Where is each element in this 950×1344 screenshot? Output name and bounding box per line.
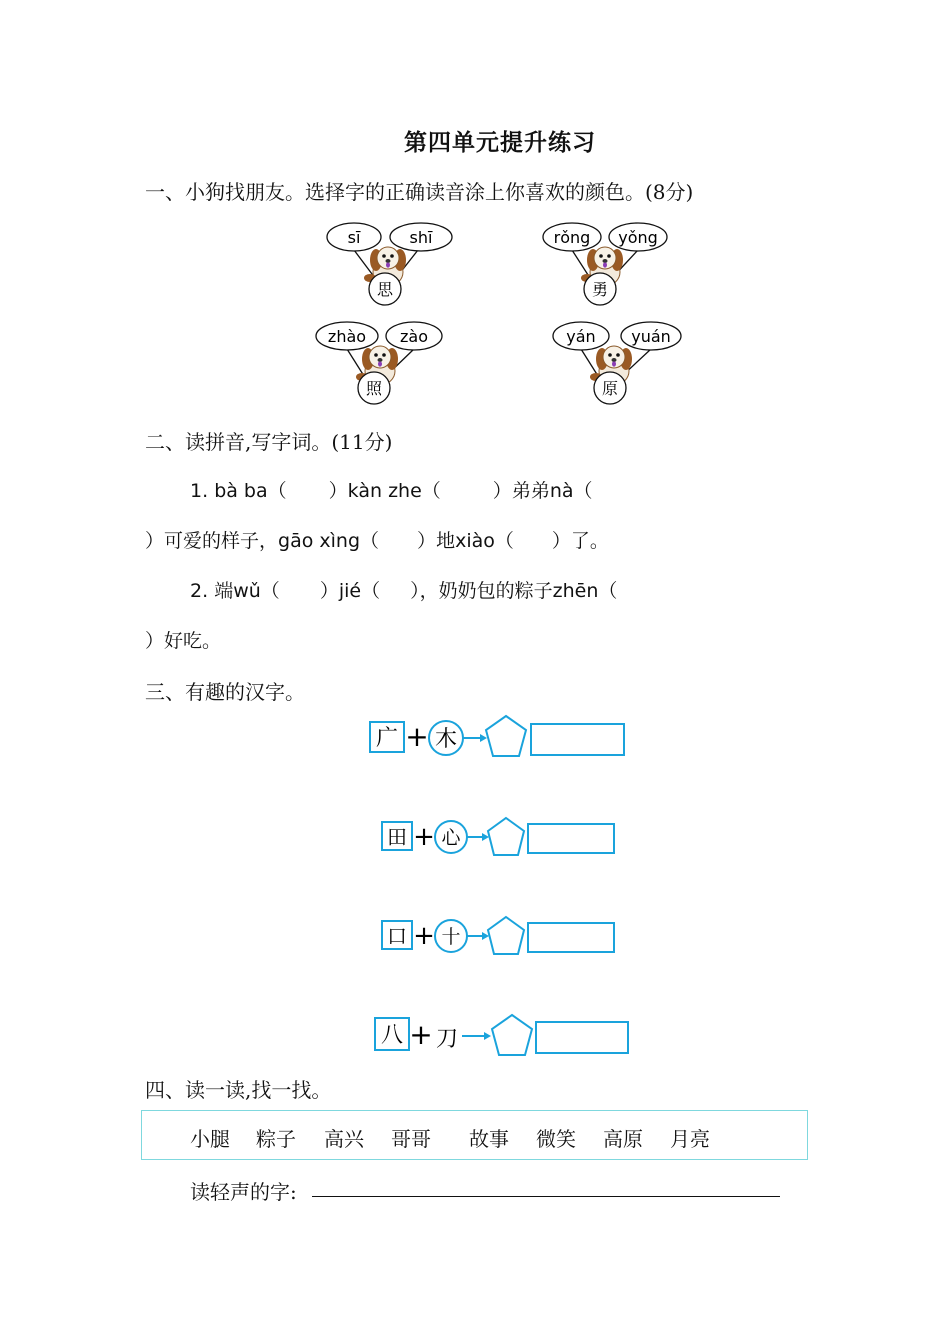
pinyin-text: shī bbox=[409, 228, 433, 247]
pinyin-prompt: gāo xìng bbox=[278, 530, 361, 552]
pinyin-prompt: bà ba bbox=[214, 480, 268, 502]
plus-sign: + bbox=[413, 822, 435, 852]
word-answer-box[interactable] bbox=[528, 923, 614, 952]
char-puzzle-row bbox=[382, 818, 614, 855]
open-paren: （ bbox=[267, 480, 287, 502]
pentagon-answer[interactable] bbox=[488, 818, 524, 855]
close-paren: ） bbox=[145, 630, 165, 652]
component-a: 田 bbox=[387, 825, 407, 849]
plus-sign: + bbox=[405, 720, 429, 753]
dog-group-3 bbox=[316, 322, 442, 404]
pinyin-text: rǒng bbox=[553, 228, 591, 247]
word-item: 月亮 bbox=[670, 1127, 710, 1151]
pinyin-text: yuán bbox=[631, 327, 671, 346]
char-text: 勇 bbox=[591, 280, 609, 299]
char-text: 思 bbox=[376, 280, 394, 299]
plus-sign: + bbox=[409, 1018, 433, 1051]
dog-group-1 bbox=[327, 223, 452, 305]
neutral-tone-answer-line[interactable] bbox=[312, 1196, 780, 1197]
static-text: 可爱的样子， bbox=[164, 530, 279, 552]
exercise-line-2 bbox=[145, 526, 609, 553]
component-b: 心 bbox=[441, 827, 461, 849]
plus-sign: + bbox=[413, 921, 435, 951]
exercise-line-3 bbox=[190, 576, 617, 603]
static-text: 弟弟 bbox=[511, 480, 550, 502]
neutral-tone-prompt: 读轻声的字: bbox=[190, 1180, 297, 1204]
word-answer-box[interactable] bbox=[528, 824, 614, 853]
item-number: 1. bbox=[190, 480, 209, 502]
component-b: 刀 bbox=[435, 1027, 459, 1052]
pinyin-text: sī bbox=[347, 228, 361, 247]
component-a: 广 bbox=[375, 726, 399, 751]
close-paren: ） bbox=[319, 580, 339, 602]
word-item: 高原 bbox=[603, 1127, 643, 1151]
arrow-head-icon bbox=[484, 1032, 491, 1040]
char-text: 照 bbox=[365, 379, 383, 398]
open-paren: （ bbox=[421, 480, 441, 502]
page-title: 第四单元提升练习 bbox=[404, 129, 596, 156]
pinyin-prompt: zhēn bbox=[552, 580, 599, 602]
word-item: 小腿 bbox=[190, 1127, 230, 1151]
pinyin-prompt: nà bbox=[549, 480, 574, 502]
exercise-line-1 bbox=[190, 476, 593, 503]
static-text: 了。 bbox=[570, 530, 609, 552]
pinyin-prompt: jié bbox=[338, 580, 362, 602]
static-text: 端 bbox=[214, 580, 234, 602]
pinyin-text: zhào bbox=[327, 327, 367, 346]
pentagon-answer[interactable] bbox=[486, 716, 526, 756]
close-paren: ） bbox=[417, 530, 437, 552]
char-puzzle-row bbox=[375, 1015, 628, 1055]
component-a: 八 bbox=[380, 1023, 404, 1048]
section-3-heading: 三、有趣的汉字。 bbox=[145, 680, 305, 704]
close-paren: ） bbox=[410, 580, 420, 602]
open-paren: （ bbox=[598, 580, 618, 602]
word-list bbox=[190, 1123, 720, 1152]
char-text: 原 bbox=[601, 379, 619, 398]
open-paren: （ bbox=[361, 580, 381, 602]
section-1-heading: 一、小狗找朋友。选择字的正确读音涂上你喜欢的颜色。(8分) bbox=[145, 180, 694, 204]
arrow-head-icon bbox=[480, 734, 487, 742]
open-paren: （ bbox=[360, 530, 380, 552]
static-text: 地 bbox=[436, 530, 456, 552]
section-2-heading: 二、读拼音,写字词。(11分) bbox=[145, 430, 393, 454]
dog-group-4 bbox=[553, 322, 681, 404]
pinyin-text: zào bbox=[400, 327, 428, 346]
word-item: 哥哥 bbox=[391, 1127, 431, 1151]
char-puzzle-row bbox=[370, 716, 624, 756]
close-paren: ） bbox=[328, 480, 348, 502]
word-answer-box[interactable] bbox=[536, 1022, 628, 1053]
open-paren: （ bbox=[494, 530, 514, 552]
item-number: 2. bbox=[190, 580, 209, 602]
exercise-line-4 bbox=[145, 626, 221, 653]
component-a: 口 bbox=[387, 924, 407, 948]
open-paren: （ bbox=[260, 580, 280, 602]
static-text: 好吃。 bbox=[164, 630, 222, 652]
dog-groups bbox=[0, 0, 950, 420]
pinyin-prompt: xiào bbox=[455, 530, 495, 552]
open-paren: （ bbox=[573, 480, 593, 502]
pinyin-prompt: kàn zhe bbox=[347, 480, 422, 502]
pinyin-text: yǒng bbox=[618, 228, 658, 247]
pentagon-answer[interactable] bbox=[492, 1015, 532, 1055]
component-b: 十 bbox=[441, 926, 461, 948]
word-answer-box[interactable] bbox=[531, 724, 624, 755]
char-puzzle-row bbox=[382, 917, 614, 954]
static-text: ，奶奶包的粽子 bbox=[419, 580, 553, 602]
close-paren: ） bbox=[145, 530, 165, 552]
close-paren: ） bbox=[551, 530, 571, 552]
word-item: 高兴 bbox=[324, 1127, 364, 1151]
close-paren: ） bbox=[492, 480, 512, 502]
component-b: 木 bbox=[434, 727, 458, 752]
char-puzzles bbox=[0, 700, 950, 1070]
section-4-heading: 四、读一读,找一找。 bbox=[145, 1078, 332, 1102]
pinyin-text: yán bbox=[566, 327, 596, 346]
pinyin-prompt: wǔ bbox=[233, 580, 261, 602]
dog-group-2 bbox=[543, 223, 667, 305]
pentagon-answer[interactable] bbox=[488, 917, 524, 954]
word-item: 故事 bbox=[469, 1127, 509, 1151]
word-item: 微笑 bbox=[536, 1127, 576, 1151]
word-item: 粽子 bbox=[256, 1127, 296, 1151]
